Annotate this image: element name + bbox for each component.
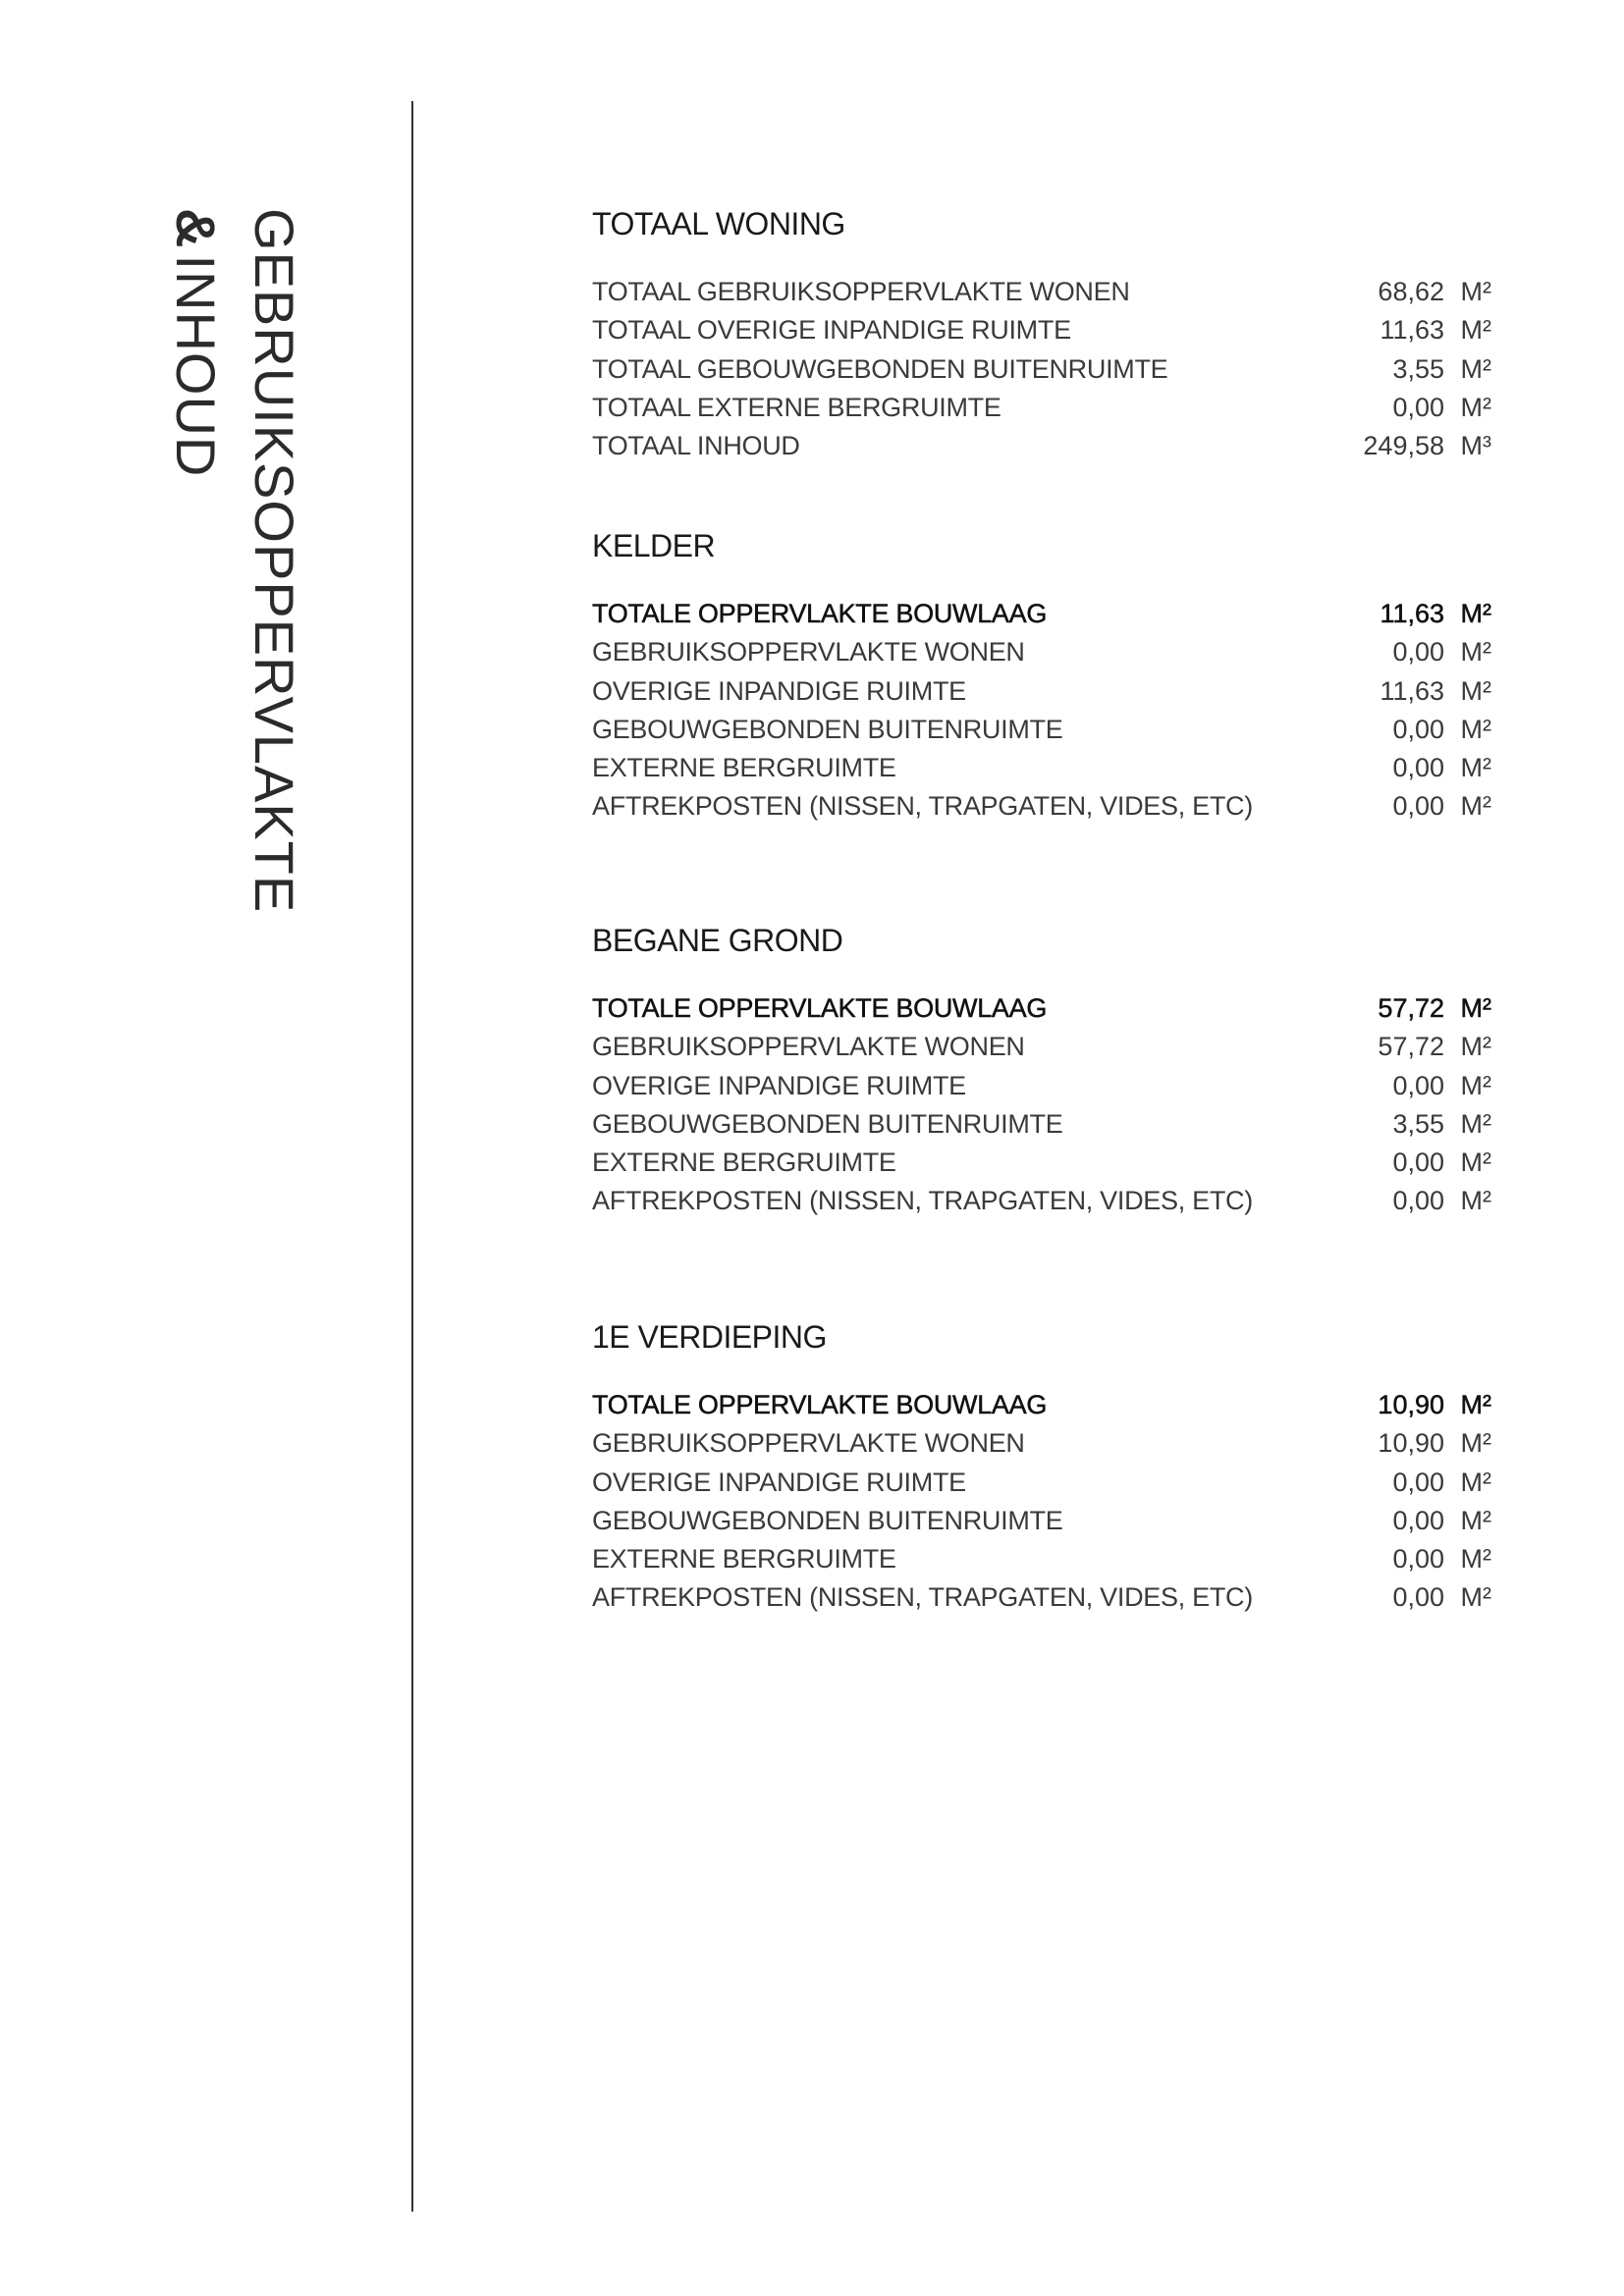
- row-label: TOTAAL GEBOUWGEBONDEN BUITENRUIMTE: [592, 353, 1168, 384]
- row-unit: M²: [1460, 1032, 1491, 1062]
- row-unit: M²: [1460, 599, 1491, 628]
- row-value: 10,90: [1378, 1428, 1444, 1459]
- row-unit: M²: [1460, 1505, 1491, 1535]
- table-row: [592, 427, 1495, 465]
- row-value: 0,00: [1392, 1148, 1444, 1178]
- section-title: TOTAAL WONING: [592, 206, 845, 241]
- section-totaal-woning: [592, 204, 1495, 465]
- table-row: [592, 711, 1495, 749]
- section-rows: [592, 1386, 1495, 1618]
- row-label: GEBRUIKSOPPERVLAKTE WONEN: [592, 1032, 1025, 1062]
- total-row: [592, 1386, 1495, 1424]
- row-value: 0,00: [1392, 714, 1444, 744]
- row-value: 249,58: [1363, 431, 1444, 461]
- row-unit: M²: [1460, 637, 1491, 667]
- row-value: 11,63: [1380, 675, 1444, 706]
- row-label: EXTERNE BERGRUIMTE: [592, 1544, 896, 1575]
- section-1e-verdieping: [592, 1317, 1495, 1618]
- row-value: 0,00: [1392, 1505, 1444, 1535]
- side-title: [114, 208, 310, 954]
- row-value: 0,00: [1392, 1467, 1444, 1497]
- row-value: 0,00: [1392, 637, 1444, 667]
- row-value: 10,90: [1378, 1390, 1444, 1419]
- row-label: TOTAAL INHOUD: [592, 431, 800, 461]
- ampersand: &: [165, 208, 227, 249]
- row-unit: M²: [1460, 392, 1491, 422]
- row-unit: M³: [1460, 431, 1491, 461]
- total-row: [592, 595, 1495, 633]
- row-label: GEBOUWGEBONDEN BUITENRUIMTE: [592, 1505, 1063, 1535]
- row-value: 0,00: [1392, 753, 1444, 783]
- row-label: TOTAAL EXTERNE BERGRUIMTE: [592, 392, 1001, 422]
- row-value: 0,00: [1392, 392, 1444, 422]
- row-unit: M²: [1460, 1108, 1491, 1139]
- table-row: [592, 311, 1495, 349]
- side-title-line2: [164, 208, 228, 477]
- row-label: AFTREKPOSTEN (NISSEN, TRAPGATEN, VIDES, ETC): [592, 1582, 1253, 1613]
- section-kelder: [592, 526, 1495, 827]
- row-unit: M²: [1460, 714, 1491, 744]
- row-unit: M²: [1460, 1467, 1491, 1497]
- table-row: [592, 1144, 1495, 1182]
- row-unit: M²: [1460, 353, 1491, 384]
- table-row: [592, 749, 1495, 787]
- row-unit: M²: [1460, 993, 1491, 1023]
- row-value: 68,62: [1378, 277, 1444, 306]
- row-unit: M²: [1460, 277, 1491, 306]
- row-label: AFTREKPOSTEN (NISSEN, TRAPGATEN, VIDES, ETC): [592, 1186, 1253, 1216]
- table-row: [592, 1105, 1495, 1144]
- row-value: 0,00: [1392, 791, 1444, 822]
- row-label: TOTALE OPPERVLAKTE BOUWLAAG: [592, 1390, 1048, 1419]
- row-label: OVERIGE INPANDIGE RUIMTE: [592, 1070, 966, 1100]
- row-label: GEBOUWGEBONDEN BUITENRUIMTE: [592, 714, 1063, 744]
- row-value: 57,72: [1378, 993, 1444, 1023]
- row-unit: M²: [1460, 1148, 1491, 1178]
- row-label: OVERIGE INPANDIGE RUIMTE: [592, 1467, 966, 1497]
- row-label: TOTAAL OVERIGE INPANDIGE RUIMTE: [592, 315, 1071, 346]
- row-unit: M²: [1460, 1582, 1491, 1613]
- section-title: 1E VERDIEPING: [592, 1319, 827, 1355]
- row-label: EXTERNE BERGRUIMTE: [592, 753, 896, 783]
- table-row: [592, 672, 1495, 711]
- section-rows: [592, 273, 1495, 465]
- side-title-line1: GEBRUIKSOPPERVLAKTE: [244, 208, 305, 914]
- row-unit: M²: [1460, 1544, 1491, 1575]
- total-row: [592, 989, 1495, 1028]
- section-rows: [592, 989, 1495, 1221]
- vertical-divider: [411, 101, 413, 2212]
- table-row: [592, 273, 1495, 311]
- row-value: 0,00: [1392, 1582, 1444, 1613]
- row-unit: M²: [1460, 1428, 1491, 1459]
- row-value: 3,55: [1392, 1108, 1444, 1139]
- row-label: AFTREKPOSTEN (NISSEN, TRAPGATEN, VIDES, ETC): [592, 791, 1253, 822]
- row-value: 0,00: [1392, 1186, 1444, 1216]
- row-label: TOTALE OPPERVLAKTE BOUWLAAG: [592, 599, 1048, 628]
- section-title: KELDER: [592, 528, 716, 563]
- section-rows: [592, 595, 1495, 827]
- table-row: [592, 1067, 1495, 1105]
- table-row: [592, 633, 1495, 671]
- row-value: 11,63: [1380, 315, 1444, 346]
- row-label: TOTAAL GEBRUIKSOPPERVLAKTE WONEN: [592, 277, 1130, 306]
- row-unit: M²: [1460, 675, 1491, 706]
- row-unit: M²: [1460, 1186, 1491, 1216]
- row-unit: M²: [1460, 1390, 1491, 1419]
- side-title-line2-text: INHOUD: [165, 254, 227, 478]
- table-row: [592, 1424, 1495, 1463]
- table-row: [592, 1464, 1495, 1502]
- row-unit: M²: [1460, 315, 1491, 346]
- table-row: [592, 1182, 1495, 1220]
- table-row: [592, 1502, 1495, 1540]
- table-row: [592, 389, 1495, 427]
- row-label: GEBOUWGEBONDEN BUITENRUIMTE: [592, 1108, 1063, 1139]
- row-unit: M²: [1460, 791, 1491, 822]
- row-value: 11,63: [1380, 599, 1444, 628]
- table-row: [592, 787, 1495, 826]
- row-label: GEBRUIKSOPPERVLAKTE WONEN: [592, 637, 1025, 667]
- row-label: TOTALE OPPERVLAKTE BOUWLAAG: [592, 993, 1048, 1023]
- section-begane-grond: [592, 921, 1495, 1221]
- row-label: OVERIGE INPANDIGE RUIMTE: [592, 675, 966, 706]
- row-unit: M²: [1460, 753, 1491, 783]
- section-title: BEGANE GROND: [592, 923, 843, 958]
- table-row: [592, 350, 1495, 389]
- row-label: EXTERNE BERGRUIMTE: [592, 1148, 896, 1178]
- row-value: 0,00: [1392, 1544, 1444, 1575]
- row-value: 3,55: [1392, 353, 1444, 384]
- row-label: GEBRUIKSOPPERVLAKTE WONEN: [592, 1428, 1025, 1459]
- table-row: [592, 1540, 1495, 1578]
- table-row: [592, 1028, 1495, 1066]
- row-unit: M²: [1460, 1070, 1491, 1100]
- row-value: 0,00: [1392, 1070, 1444, 1100]
- table-row: [592, 1578, 1495, 1617]
- row-value: 57,72: [1378, 1032, 1444, 1062]
